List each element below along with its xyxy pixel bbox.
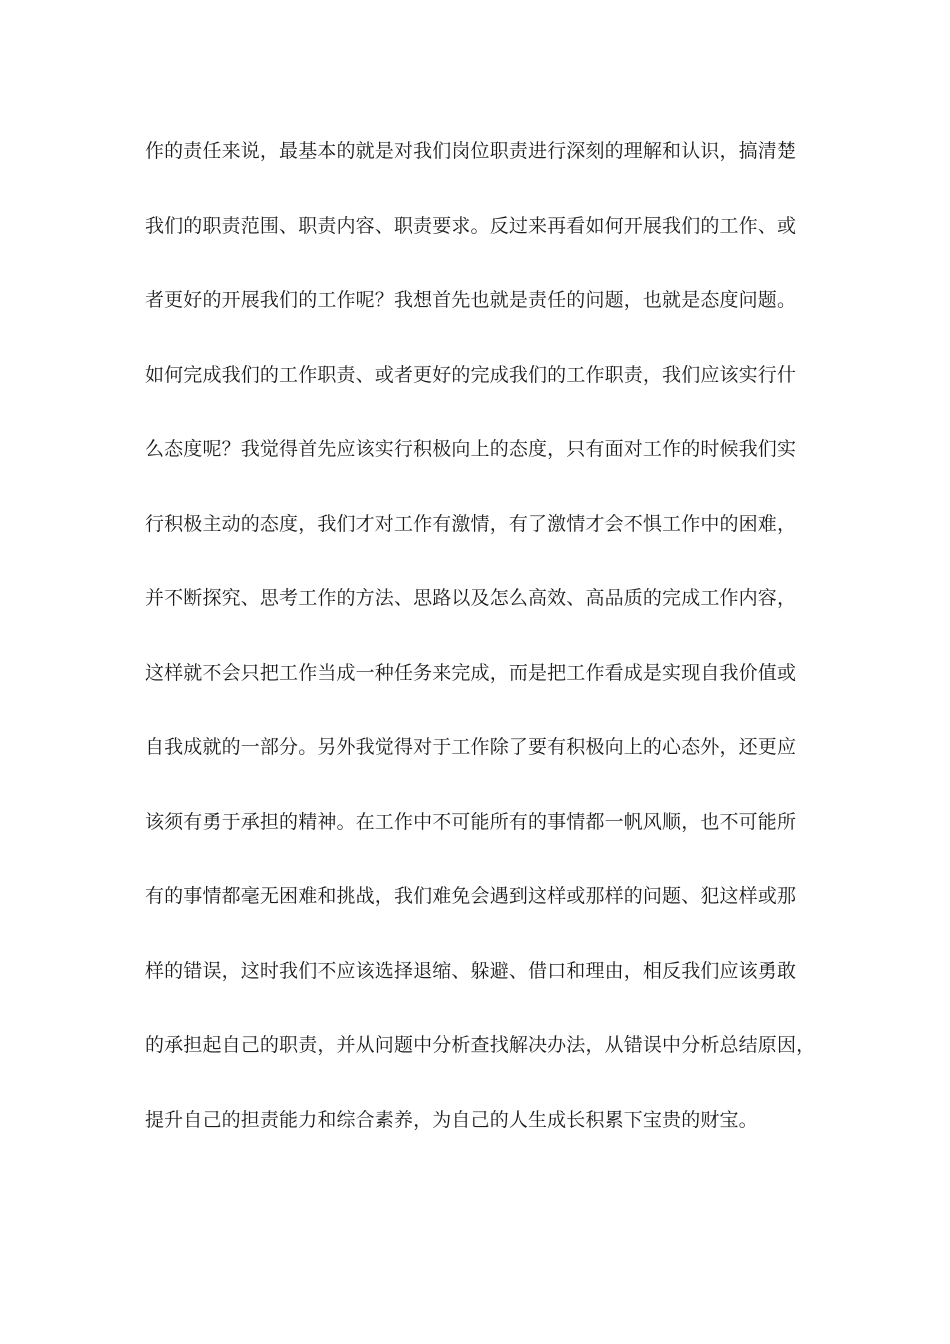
text-line-14: 提升自己的担责能力和综合素养，为自己的人生成长积累下宝贵的财宝。 — [145, 1108, 758, 1131]
text-line-9: 自我成就的一部分。另外我觉得对于工作除了要有积极向上的心态外，还更应 — [145, 736, 797, 758]
text-line-5: 么态度呢？我觉得首先应该实行积极向上的态度，只有面对工作的时候我们实 — [145, 438, 797, 460]
text-line-10: 该须有勇于承担的精神。在工作中不可能所有的事情都一帆风顺，也不可能所 — [145, 810, 797, 833]
text-line-6: 行积极主动的态度，我们才对工作有激情，有了激情才会不惧工作中的困难， — [145, 512, 797, 535]
text-line-12: 样的错误，这时我们不应该选择退缩、躲避、借口和理由，相反我们应该勇敢 — [145, 959, 797, 982]
body-text — [145, 133, 816, 1176]
text-line-1: 作的责任来说，最基本的就是对我们岗位职责进行深刻的理解和认识，搞清楚 — [145, 140, 797, 162]
text-line-13: 的承担起自己的职责，并从问题中分析查找解决办法，从错误中分析总结原因， — [145, 1034, 816, 1056]
text-line-3: 者更好的开展我们的工作呢？我想首先也就是责任的问题，也就是态度问题。 — [145, 289, 797, 311]
text-line-4: 如何完成我们的工作职责、或者更好的完成我们的工作职责，我们应该实行什 — [145, 363, 797, 386]
text-line-2: 我们的职责范围、职责内容、职责要求。反过来再看如何开展我们的工作、或 — [145, 214, 797, 237]
text-line-7: 并不断探究、思考工作的方法、思路以及怎么高效、高品质的完成工作内容， — [145, 587, 797, 609]
text-line-8: 这样就不会只把工作当成一种任务来完成，而是把工作看成是实现自我价值或 — [145, 661, 797, 684]
text-line-11: 有的事情都毫无困难和挑战，我们难免会遇到这样或那样的问题、犯这样或那 — [145, 885, 797, 907]
